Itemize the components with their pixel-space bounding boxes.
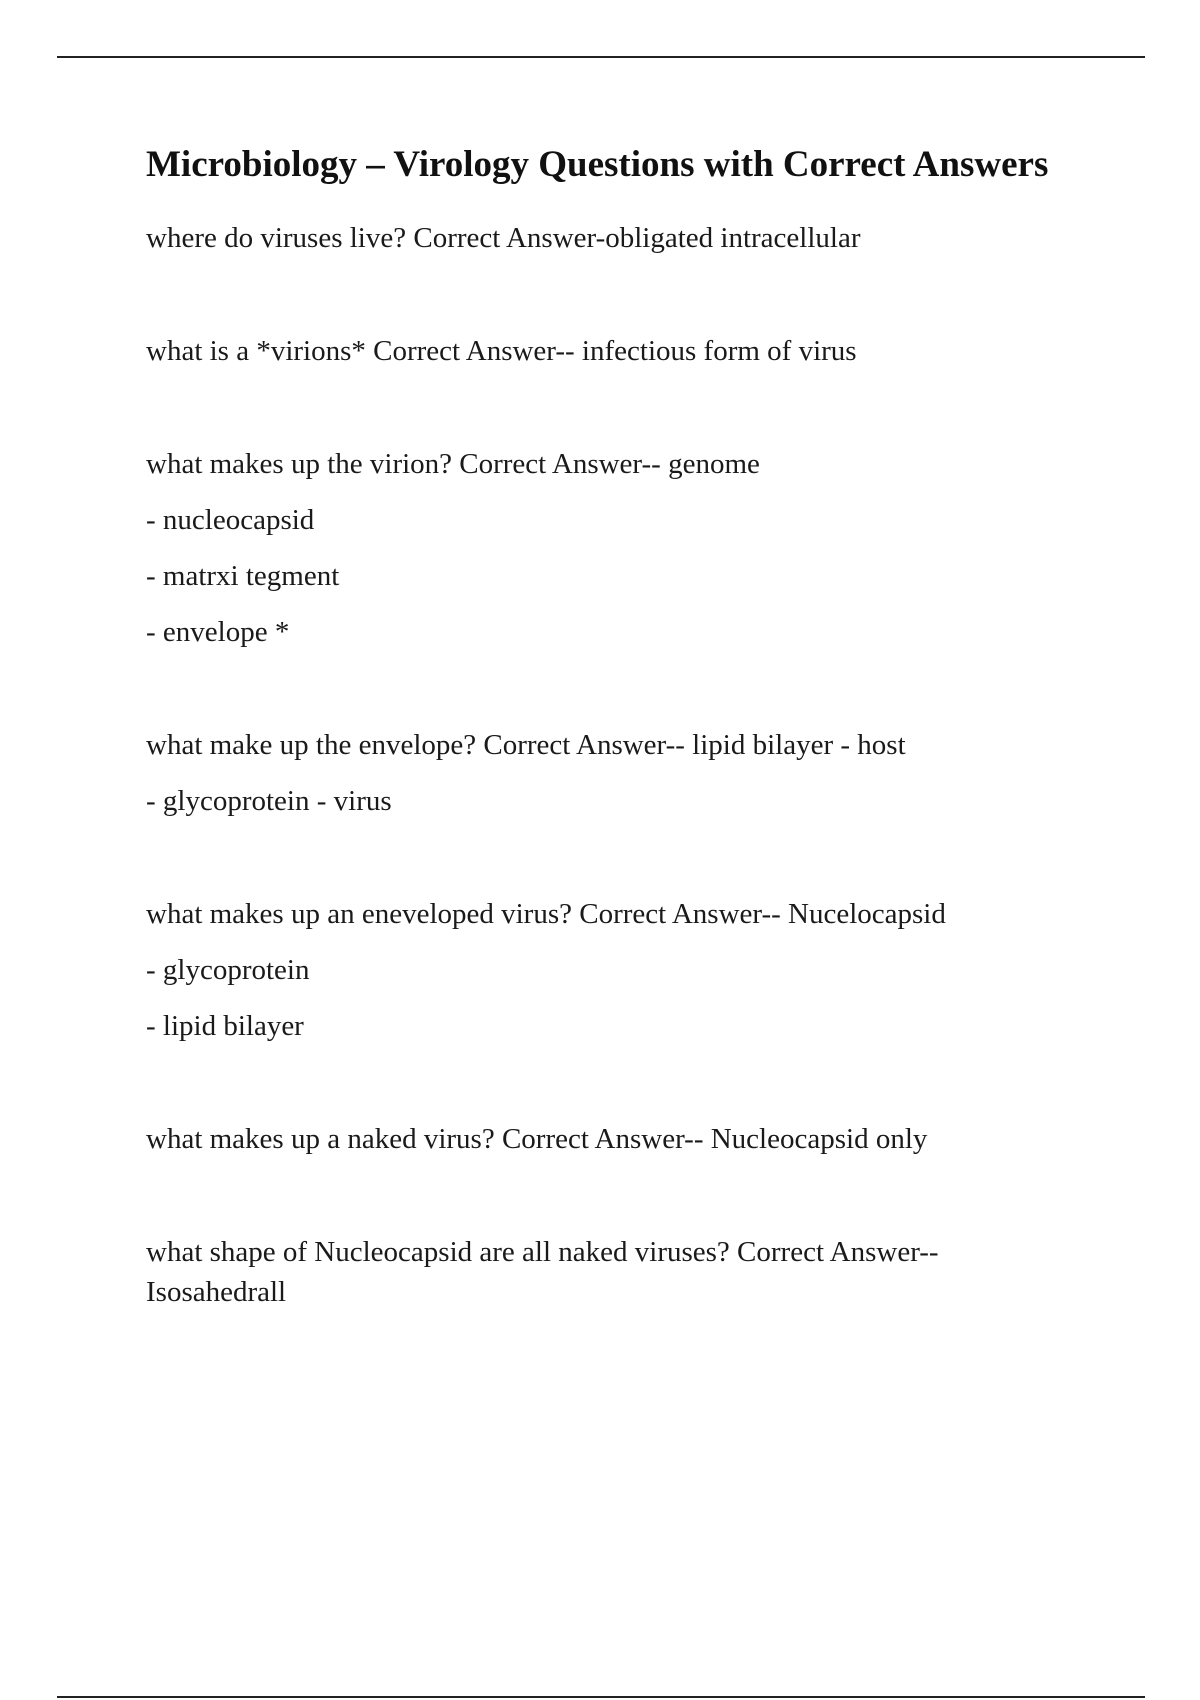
qa-item (146, 323, 1066, 379)
qa-item (146, 210, 1066, 266)
qa-list (146, 210, 1066, 1312)
qa-item (146, 886, 1066, 1054)
qa-question-line: what makes up a naked virus? Correct Answer-- Nucleocapsid only (146, 1123, 928, 1155)
qa-answer-line: - envelope * (146, 616, 290, 648)
document-title: Microbiology – Virology Questions with Correct Answers (146, 144, 1049, 185)
qa-answer-line: - nucleocapsid (146, 504, 315, 536)
qa-question-line: what makes up an eneveloped virus? Correct Answer-- Nucelocapsid (146, 898, 946, 930)
qa-answer-line: - matrxi tegment (146, 560, 340, 592)
qa-question-line: what is a *virions* Correct Answer-- infectious form of virus (146, 335, 857, 367)
qa-answer-line: - glycoprotein - virus (146, 785, 392, 817)
qa-item (146, 1224, 1066, 1312)
document-body (146, 140, 1066, 1312)
qa-answer-line: - lipid bilayer (146, 1010, 304, 1042)
qa-question-line: what makes up the virion? Correct Answer-- genome (146, 448, 760, 480)
qa-item (146, 1111, 1066, 1167)
qa-question-line: where do viruses live? Correct Answer-obligated intracellular (146, 222, 861, 254)
qa-item (146, 717, 1066, 829)
qa-answer-line: - glycoprotein (146, 954, 310, 986)
qa-item (146, 436, 1066, 660)
qa-question-line: what make up the envelope? Correct Answer-- lipid bilayer - host (146, 729, 906, 761)
qa-question-line: what shape of Nucleocapsid are all naked viruses? Correct Answer-- Isosahedrall (146, 1236, 939, 1308)
footer-rule (57, 1696, 1145, 1698)
header-rule (57, 56, 1145, 58)
